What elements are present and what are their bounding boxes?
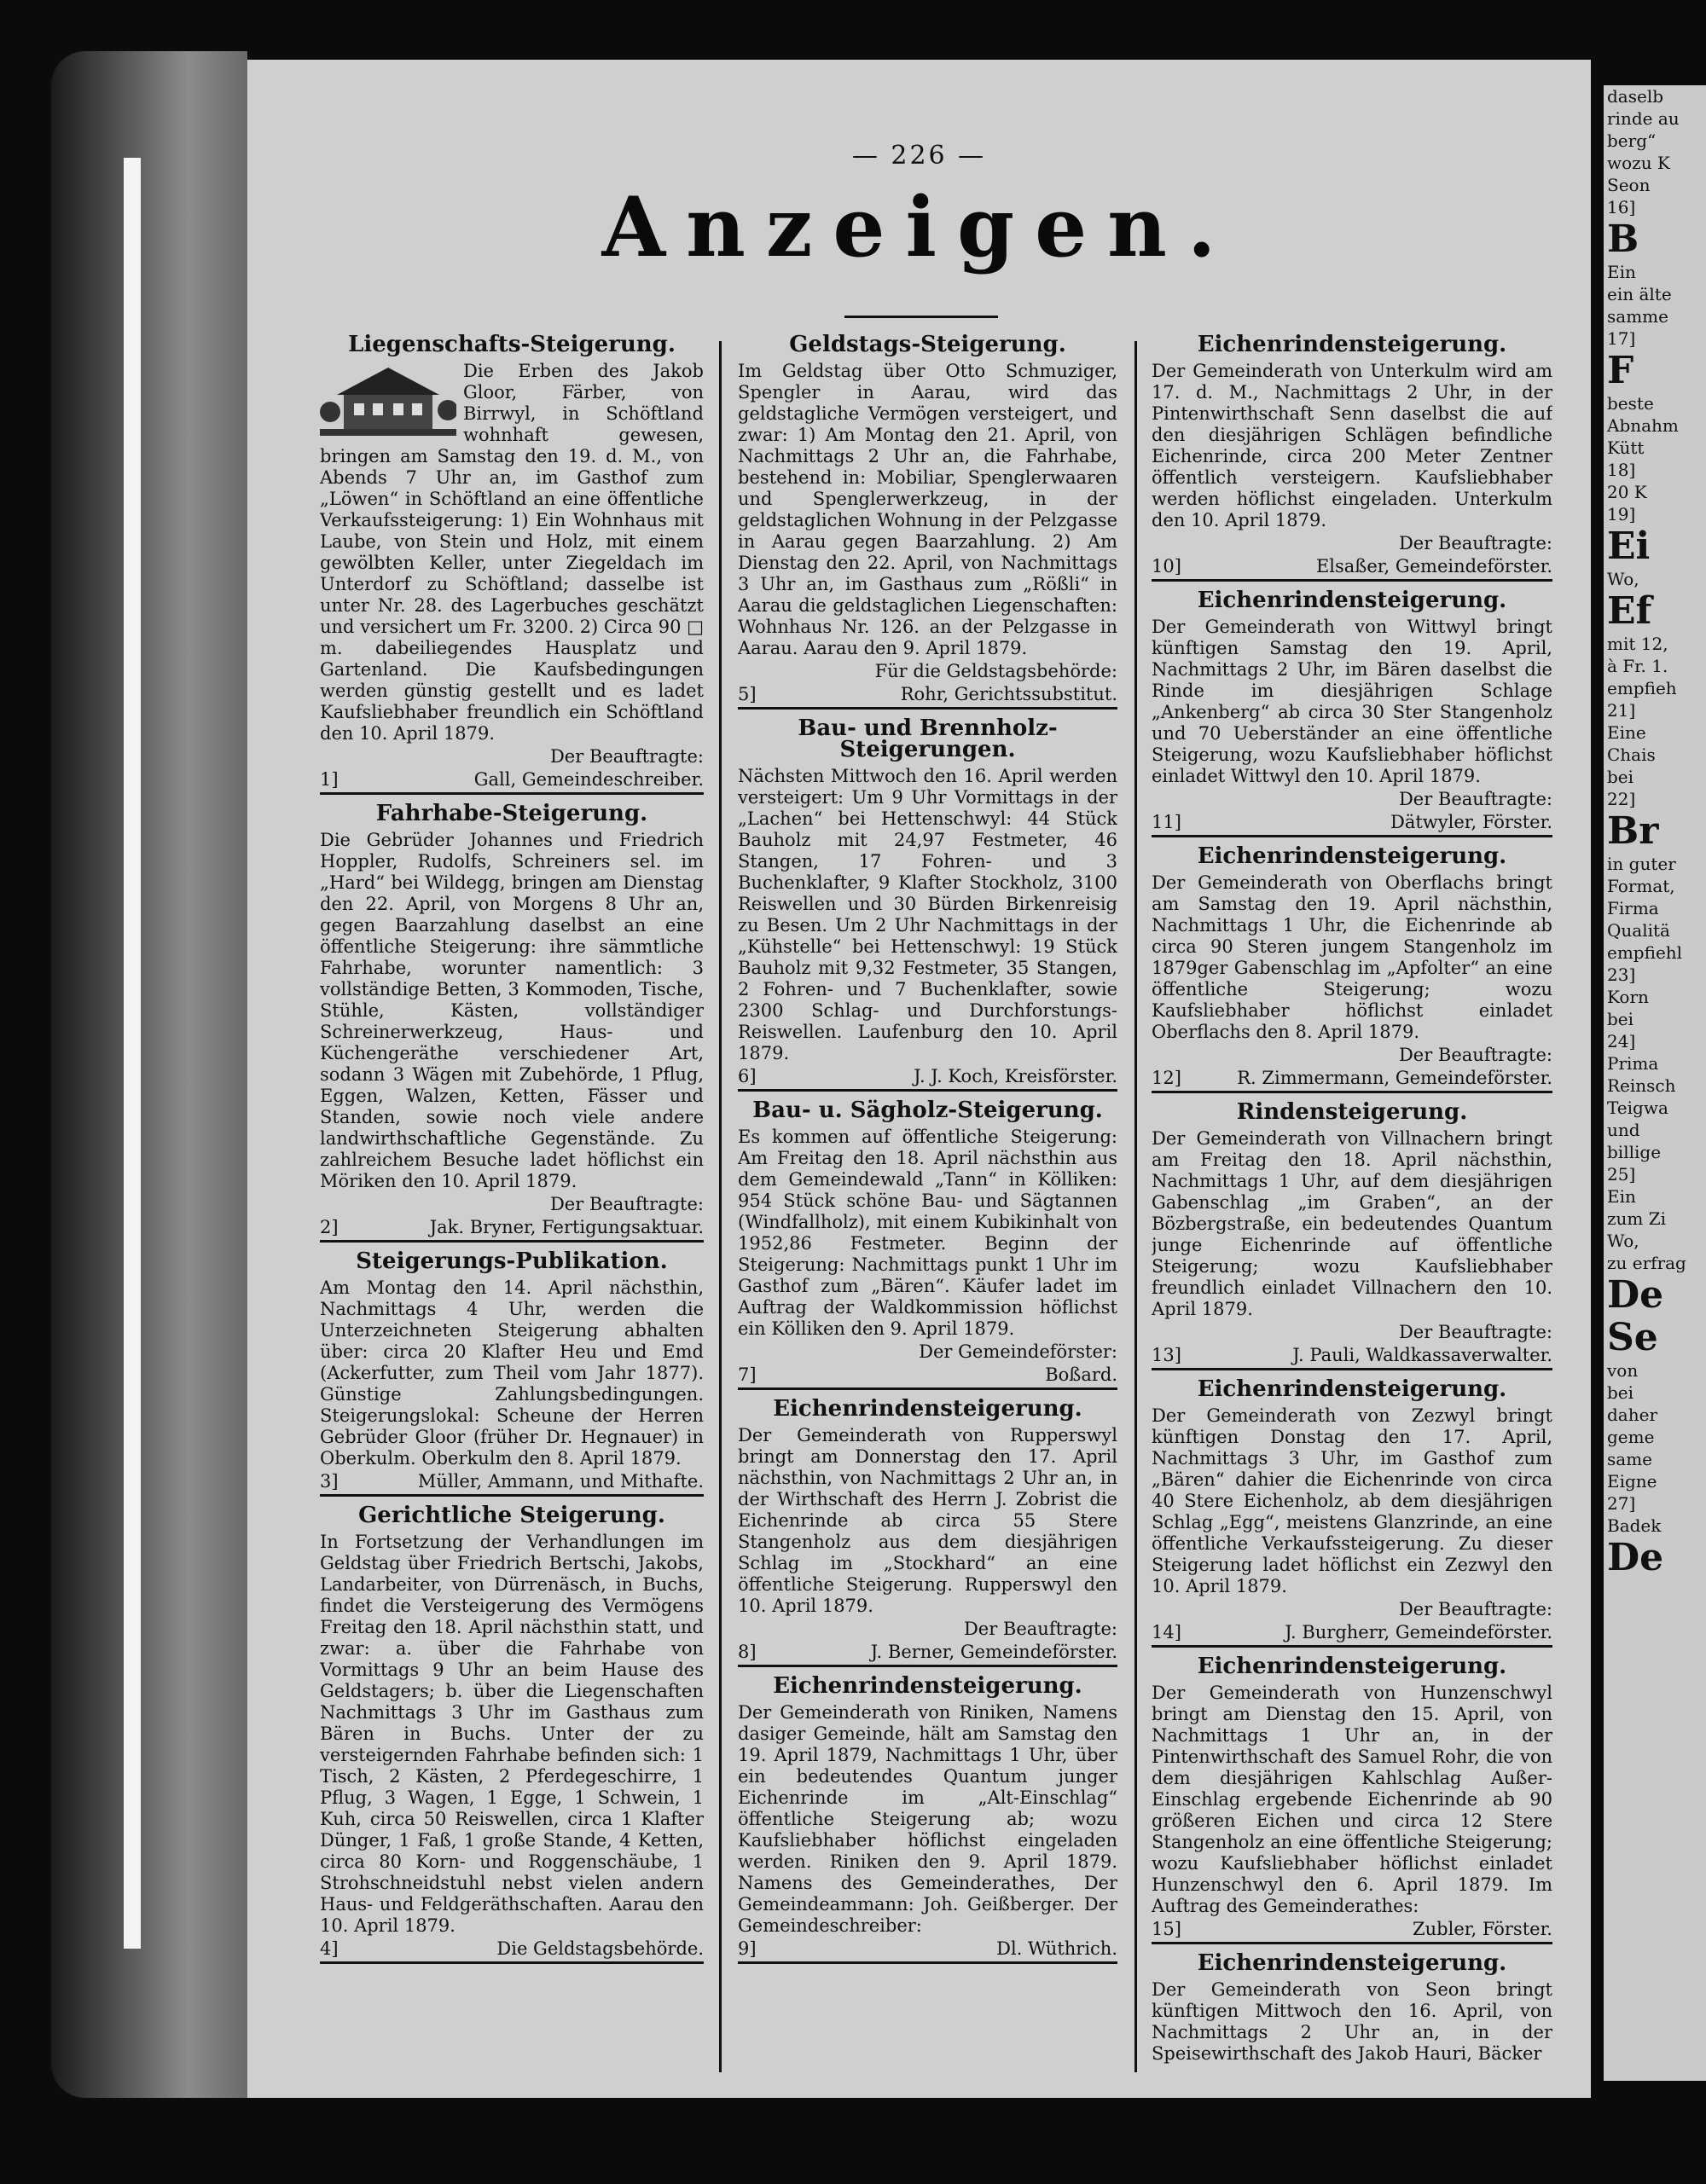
next-page-fragment: Reinsch [1607,1075,1676,1096]
advertisement [738,1396,1117,1667]
ad-signer: J. Pauli, Waldkassaverwalter. [1292,1345,1552,1365]
next-page-fragment: same [1607,1449,1652,1469]
next-page-fragment: 18] [1607,460,1636,480]
page-title: Anzeigen. [601,179,1237,275]
ad-title: Eichenrindensteigerung. [1197,333,1507,357]
next-page-fragment: samme [1607,306,1668,327]
ad-signature-label: Der Beauftragte: [549,1194,704,1214]
ad-footer [738,1938,1117,1964]
ad-signer: Rohr, Gerichtssubstitut. [900,684,1117,704]
advertisement [320,803,704,1243]
ad-body: Der Gemeinderath von Oberflachs bringt am Samstag den 19. April nächsthin, Nachmittags 1 Uhr, die Eichenrinde ab circa 90 Steren jungem Stangenholz im 1879ger Gabenschlag im „Apfolter“ an eine öffentliche Steigerung; wozu Kaufsliebhaber höflichst einladet Oberflachs den 8. April 1879. [1152,872,1552,1042]
ad-title: Eichenrindensteigerung. [1197,1654,1507,1679]
next-page-fragment: Seon [1607,175,1651,195]
next-page-fragment: Qualitä [1607,920,1670,941]
next-page-fragment: empfiehl [1607,942,1683,963]
ad-signer: J. Burgherr, Gemeindeförster. [1285,1622,1552,1642]
next-page-fragment: Korn [1607,987,1649,1007]
next-page-fragment: Firma [1607,898,1659,918]
advertisement [1152,843,1552,1093]
advertisement [1152,334,1552,582]
ad-body: Der Gemeinderath von Hunzenschwyl bringt am Dienstag den 15. April, von Nachmittags 1 Uhr an, in der Pintenwirthschaft des Samuel Rohr, die von dem diesjährigen Kahlschlag Außer-Einschlag ergebende Eichenrinde ab 90 größeren Eichen und circa 12 Stere Stangenholz an eine öffentliche Steigerung; wozu Kaufsliebhaber höflichst einladet Hunzenschwyl den 6. April 1879. Im Auftrag des Gemeinderathes: [1152,1683,1552,1916]
ad-title: Gerichtliche Steigerung. [358,1503,665,1528]
ad-title: Eichenrindensteigerung. [1197,588,1507,613]
column-3 [1152,333,1552,2081]
next-page-fragment: De [1607,1273,1664,1317]
ad-number: 14] [1152,1622,1181,1642]
ad-number: 4] [320,1938,339,1959]
ad-body: Am Montag den 14. April nächsthin, Nachmittags 4 Uhr, werden die Unterzeichneten Steigerung abhalten über: circa 20 Klafter Heu und Emd (Ackerfutter, zum Theil vom Jahr 1877). Günstige Zahlungsbedingungen. Steigerungslokal: Scheune der Herren Gebrüder Gloor (früher Dr. Hegnauer) in Oberkulm. Oberkulm den 8. April 1879. [320,1277,704,1469]
advertisement [1152,1099,1552,1370]
ad-footer [738,1066,1117,1092]
page-marker-strip [124,158,141,1949]
ad-signer: Gall, Gemeindeschreiber. [473,769,704,790]
ad-signer: Elsaßer, Gemeindeförster. [1315,556,1552,576]
next-page-fragment: bei [1607,1382,1634,1403]
advertisement [320,334,704,795]
newspaper-page [247,60,1591,2098]
ad-signature-label: Der Beauftragte: [1398,533,1552,553]
ad-footer [738,1364,1117,1390]
next-page-fragment: bei [1607,1009,1634,1029]
next-page-fragment: 22] [1607,789,1636,809]
next-page-fragment: beste [1607,393,1654,414]
next-page-fragment: mit 12, [1607,634,1668,654]
next-page-fragment: 19] [1607,504,1636,524]
advertisement [1152,1656,1552,1944]
ad-signer: Dätwyler, Förster. [1390,812,1552,832]
next-page-fragment: wozu K [1607,153,1670,173]
column-divider [1134,341,1137,2072]
ad-signature-label: Der Beauftragte: [963,1619,1117,1639]
advertisement [1152,1376,1552,1648]
next-page-fragment: Format, [1607,876,1675,896]
advertisement [1152,1950,1552,2065]
advertisement [320,1505,704,1964]
next-page-edge [1604,85,1706,2081]
ad-signature-label: Der Beauftragte: [1398,1599,1552,1619]
advertisement [738,1673,1117,1964]
ad-footer [1152,1622,1552,1648]
next-page-fragment: Se [1607,1316,1658,1359]
next-page-fragment: 17] [1607,328,1636,349]
next-page-fragment: zu erfrag [1607,1253,1686,1273]
ad-title: Liegenschafts-Steigerung. [348,333,676,357]
ad-body: Die Erben des Jakob Gloor, Färber, von Birrwyl, in Schöftland wohnhaft gewesen, bringen am Samstag den 19. d. M., von Abends 7 Uhr an, im Gasthof zum „Löwen“ in Schöftland an eine öffentliche Verkaufssteigerung: 1) Ein Wohnhaus mit Laube, von Stein und Holz, mit einem gewölbten Keller, unter Ziegeldach im Unterdorf zu Schöftland; dasselbe ist unter Nr. 28. des Lagerbuches geschätzt und versichert um Fr. 3200. 2) Circa 90 □ m. dabeiliegendes Hausplatz und Gartenland. Die Kaufsbedingungen werden günstig gestellt und es ladet Kaufsliebhaber freundlich ein Schöftland den 10. April 1879. [320,361,704,744]
advertisement [738,1100,1117,1390]
next-page-fragment: Abnahm [1607,415,1679,436]
next-page-fragment: Prima [1607,1053,1659,1074]
ad-number: 5] [738,684,757,704]
next-page-fragment: von [1607,1360,1639,1381]
advertisement [738,334,1117,710]
ad-number: 15] [1152,1919,1181,1939]
next-page-fragment: à Fr. 1. [1607,656,1668,676]
ad-number: 13] [1152,1345,1181,1365]
ad-footer [738,684,1117,710]
ad-footer [1152,1345,1552,1370]
next-page-fragment: Ein [1607,262,1636,282]
ad-number: 6] [738,1066,757,1086]
ad-signer: Zubler, Förster. [1413,1919,1552,1939]
next-page-fragment: daselb [1607,86,1664,107]
ad-body: Der Gemeinderath von Rupperswyl bringt am Donnerstag den 17. April nächsthin, von Nachmittags 2 Uhr an, in der Wirthschaft des Herrn J. Zobrist die Eichenrinde ab circa 55 Stere Stangenholz aus dem diesjährigen Schlag im „Stockhard“ an eine öffentliche Steigerung. Rupperswyl den 10. April 1879. [738,1425,1117,1616]
next-page-fragment: daher [1607,1405,1658,1425]
ad-title: Steigerungs-Publikation. [356,1248,668,1274]
title-rule [844,316,998,318]
ad-title: Eichenrindensteigerung. [773,1396,1082,1422]
next-page-fragment: 25] [1607,1164,1636,1185]
ad-body: Der Gemeinderath von Riniken, Namens dasiger Gemeinde, hält am Samstag den 19. April 1879, Nachmittags 1 Uhr, über ein bedeutendes Quantum junger Eichenrinde im „Alt-Einschlag“ öffentliche Steigerung ab; wozu Kaufsliebhaber höflichst eingeladen werden. Riniken den 9. April 1879. Namens des Gemeinderathes, Der Gemeindeammann: Joh. Geißberger. Der Gemeindeschreiber: [738,1702,1117,1936]
ad-body: Der Gemeinderath von Zezwyl bringt künftigen Donstag den 17. April, Nachmittags 3 Uhr, im Gasthof zum „Bären“ dahier die Eichenrinde von circa 40 Stere Eichenholz, ab dem diesjährigen Schlag „Egg“, meistens Glanzrinde, an eine öffentliche Verkaufssteigerung. Zu dieser Steigerung ladet höflichst ein Zezwyl den 10. April 1879. [1152,1405,1552,1596]
ad-number: 12] [1152,1068,1181,1088]
next-page-fragment: Wo, [1607,1231,1639,1251]
next-page-fragment: Eine [1607,722,1646,743]
book-edge [51,51,247,2098]
ad-body: In Fortsetzung der Verhandlungen im Geldstag über Friedrich Bertschi, Jakobs, Landarbeiter, von Dürrenäsch, in Buchs, findet die Versteigerung des Vermögens Freitag den 18. April nächsthin statt, und zwar: a. über die Fahrhabe von Vormittags 9 Uhr an beim Hause des Geldstagers; b. über die Liegenschaften Nachmittags 3 Uhr im Gasthaus zum Bären in Buchs. Unter der zu versteigernden Fahrhabe befinden sich: 1 Tisch, 2 Kästen, 2 Pferdegeschirre, 1 Pflug, 3 Wagen, 1 Egge, 1 Schwein, 1 Kuh, circa 50 Reiswellen, circa 1 Klafter Dünger, 1 Faß, 1 große Stande, 4 Ketten, circa 80 Korn- und Roggenschäube, 1 Strohschneidstuhl nebst vielen andern Haus- und Feldgeräthschaften. Aarau den 10. April 1879. [320,1532,704,1936]
ad-signer: Boßard. [1045,1364,1117,1385]
ad-number: 2] [320,1217,339,1237]
ad-body: Der Gemeinderath von Unterkulm wird am 17. d. M., Nachmittags 2 Uhr, in der Pintenwirthschaft Senn daselbst die auf den diesjährigen Schlägen befindliche Eichenrinde, circa 200 Meter Zentner öffentlich versteigern. Kaufsliebhaber werden höflichst eingeladen. Unterkulm den 10. April 1879. [1152,361,1552,530]
ad-signature-label: Der Beauftragte: [549,746,704,767]
ad-title: Eichenrindensteigerung. [773,1673,1082,1699]
next-page-fragment: geme [1607,1427,1655,1447]
ad-number: 3] [320,1471,339,1492]
ad-title: Eichenrindensteigerung. [1197,1376,1507,1402]
ad-footer [320,1471,704,1497]
column-divider [719,341,722,2072]
ad-signer: R. Zimmermann, Gemeindeförster. [1237,1068,1552,1088]
next-page-fragment: De [1607,1536,1664,1579]
next-page-fragment: 16] [1607,197,1636,217]
ad-signature-label: Für die Geldstagsbehörde: [874,661,1117,681]
ad-number: 11] [1152,812,1181,832]
next-page-fragment: Eigne [1607,1471,1657,1492]
house-illustration [320,361,456,437]
ad-number: 8] [738,1642,757,1662]
next-page-fragment: berg“ [1607,130,1657,151]
ad-title: Bau- und Brennholz-Steigerungen. [798,715,1058,762]
ad-body: Es kommen auf öffentliche Steigerung: Am Freitag den 18. April nächsthin aus dem Gemeindewald „Tann“ in Kölliken: 954 Stück schöne Bau- und Sägtannen (Windfallholz), mit einem Kubikinhalt von 1952,86 Festmeter. Beginn der Steigerung: Nachmittags punkt 1 Uhr im Gasthof zum „Bären“. Käufer ladet im Auftrag der Waldkommission höflichst ein Kölliken den 9. April 1879. [738,1127,1117,1339]
ad-body: Im Geldstag über Otto Schmuziger, Spengler in Aarau, wird das geldstagliche Vermögen versteigert, und zwar: 1) Am Montag den 21. April, von Nachmittags 2 Uhr an, die Fahrhabe, bestehend in: Mobiliar, Spenglerwaaren und Spenglerwerkzeug, in der geldstaglichen Wohnung in der Pelzgasse in Aarau gegen Baarzahlung. 2) Am Dienstag den 22. April, von Nachmittags 3 Uhr an, im Gasthaus zum „Rößli“ in Aarau die geldstaglichen Liegenschaften: Wohnhaus Nr. 126. an der Pelzgasse in Aarau. Aarau den 9. April 1879. [738,361,1117,658]
ad-body: Der Gemeinderath von Villnachern bringt am Freitag den 18. April nächsthin, Nachmittags 1 Uhr, auf dem diesjährigen Gabenschlag „im Graben“, an der Bözbergstraße, ein bedeutendes Quantum junge Eichenrinde auf öffentliche Steigerung; wozu Kaufsliebhaber freundlich einladet Villnachern den 10. April 1879. [1152,1128,1552,1319]
ad-footer [320,1938,704,1964]
next-page-fragment: Ein [1607,1186,1636,1207]
next-page-fragment: Ei [1607,524,1651,568]
ad-signer: Die Geldstagsbehörde. [496,1938,704,1959]
next-page-fragment: Teigwa [1607,1098,1668,1118]
ad-title: Bau- u. Sägholz-Steigerung. [752,1098,1103,1123]
next-page-fragment: billige [1607,1142,1662,1162]
advertisement [738,715,1117,1092]
ad-number: 10] [1152,556,1181,576]
next-page-fragment: empfieh [1607,678,1677,698]
next-page-fragment: Badek [1607,1515,1662,1536]
ad-footer [320,1217,704,1243]
ad-footer [1152,1919,1552,1944]
ad-body: Die Gebrüder Johannes und Friedrich Hoppler, Rudolfs, Schreiners sel. im „Hard“ bei Wildegg, bringen am Dienstag den 22. April, von Morgens 8 Uhr an, gegen Baarzahlung daselbst an eine öffentliche Steigerung: ihre sämmtliche Fahrhabe, worunter namentlich: 3 vollständige Betten, 3 Kommoden, Tische, Stühle, Kästen, vollständiger Schreinerwerkzeug, Haus- und Küchengeräthe verschiedener Art, sodann 3 Wägen mit Zubehörde, 1 Pflug, Eggen, Walzen, Ketten, Fässer und Standen, sowie noch viele andere landwirthschaftliche Gegenstände. Zu zahlreichem Besuche ladet höflichst ein Möriken den 10. April 1879. [320,830,704,1191]
ad-signature-label: Der Gemeindeförster: [919,1341,1117,1362]
next-page-fragment: Wo, [1607,569,1639,589]
next-page-fragment: zum Zi [1607,1208,1667,1229]
next-page-fragment: 21] [1607,700,1636,721]
ad-footer [1152,1068,1552,1093]
column-1 [320,333,704,2081]
next-page-fragment: Br [1607,809,1659,853]
next-page-fragment: 27] [1607,1493,1636,1514]
ad-signer: Müller, Ammann, und Mithafte. [417,1471,704,1492]
next-page-fragment: ein älte [1607,284,1672,304]
next-page-fragment: 20 K [1607,482,1647,502]
next-page-fragment: 24] [1607,1031,1636,1051]
next-page-fragment: bei [1607,767,1634,787]
ad-signer: J. Berner, Gemeindeförster. [870,1642,1117,1662]
ad-footer [1152,556,1552,582]
advertisement [1152,590,1552,837]
ad-signer: J. J. Koch, Kreisförster. [914,1066,1117,1086]
next-page-fragment: rinde au [1607,108,1680,129]
next-page-fragment: 23] [1607,965,1636,985]
ad-signature-label: Der Beauftragte: [1398,1322,1552,1342]
column-2 [738,333,1117,2081]
ad-signer: Jak. Bryner, Fertigungsaktuar. [429,1217,704,1237]
ad-signer: Dl. Wüthrich. [996,1938,1117,1959]
next-page-fragment: B [1607,217,1639,261]
next-page-fragment: Ef [1607,589,1652,633]
ad-number: 9] [738,1938,757,1959]
ad-footer [1152,812,1552,837]
ad-footer [320,769,704,795]
ad-number: 1] [320,769,339,790]
ad-body: Nächsten Mittwoch den 16. April werden versteigert: Um 9 Uhr Vormittags in der „Lachen“ bei Hettenschwyl: 44 Stück Bauholz mit 24,97 Festmeter, 46 Stangen, 17 Fohren- und 3 Buchenklafter, 9 Klafter Stockholz, 3100 Reiswellen und 30 Bürden Birkenreisig zu Besen. Um 2 Uhr Nachmittags in der „Kühstelle“ bei Hettenschwyl: 19 Stück Bauholz mit 9,32 Festmeter, 35 Stangen, 2 Fohren- und 7 Buchenklafter, sowie 2300 Schlag- und Durchforstungs-Reiswellen. Laufenburg den 10. April 1879. [738,766,1117,1063]
ad-title: Geldstags-Steigerung. [789,333,1066,357]
next-page-fragment: in guter [1607,854,1676,874]
next-page-fragment: Kütt [1607,437,1645,458]
ad-title: Eichenrindensteigerung. [1197,1950,1507,1976]
ad-title: Eichenrindensteigerung. [1197,843,1507,869]
ad-body: Der Gemeinderath von Wittwyl bringt künftigen Samstag den 19. April, Nachmittags 2 Uhr, im Bären daselbst die Rinde im diesjährigen Schlage „Ankenberg“ ab circa 30 Ster Stangenholz und 70 Ueberständer an eine öffentliche Steigerung, wozu Kaufsliebhaber höflichst einladet Wittwyl den 10. April 1879. [1152,617,1552,786]
page-number: — 226 — [851,141,987,171]
ad-title: Rindensteigerung. [1236,1099,1468,1125]
next-page-fragment: und [1607,1120,1640,1140]
ad-signature-label: Der Beauftragte: [1398,1045,1552,1065]
ad-footer [738,1642,1117,1667]
next-page-fragment: Chais [1607,744,1656,765]
next-page-fragment: F [1607,349,1634,392]
advertisement [320,1248,704,1497]
ad-signature-label: Der Beauftragte: [1398,789,1552,809]
ad-title: Fahrhabe-Steigerung. [375,801,648,826]
ad-number: 7] [738,1364,757,1385]
ad-body: Der Gemeinderath von Seon bringt künftigen Mittwoch den 16. April, von Nachmittags 2 Uhr an, in der Speisewirthschaft des Jakob Hauri, Bäcker [1152,1979,1552,2064]
